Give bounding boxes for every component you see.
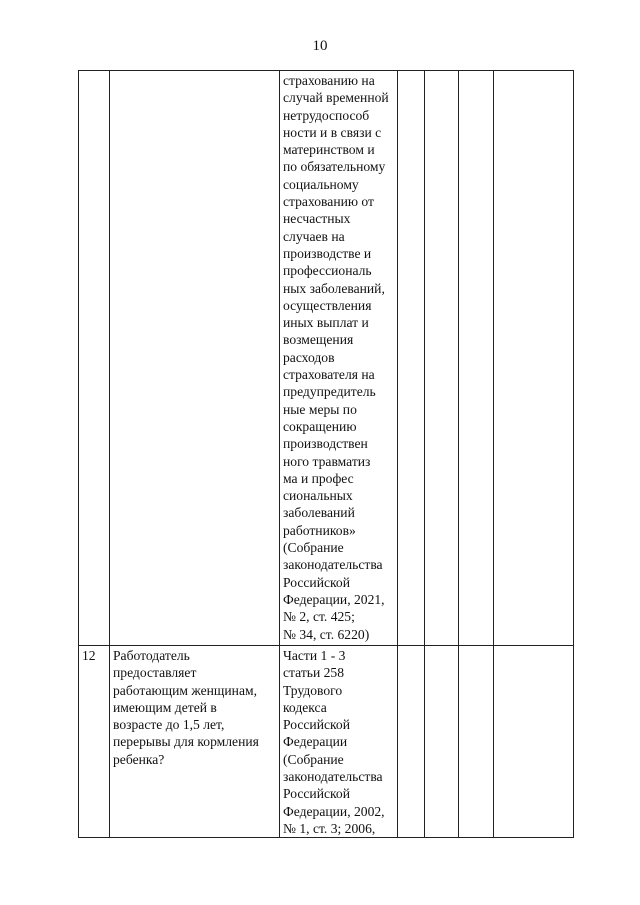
text-line: кодекса	[283, 699, 327, 715]
text-line: ного травматиз	[283, 453, 371, 469]
text-line: Федерации, 2021,	[283, 591, 385, 607]
text-line: (Собрание	[283, 540, 344, 556]
text-line: Работодатель	[113, 648, 190, 663]
text-line: Российской	[283, 574, 350, 590]
table-row-12	[79, 646, 574, 838]
text-line: работающим женщинам,	[113, 682, 257, 698]
page-number: 10	[312, 38, 328, 54]
text-line: имеющим детей в	[113, 699, 217, 715]
text-line: социальному	[283, 176, 359, 192]
text-line: возмещения	[283, 332, 354, 348]
text-line: заболеваний	[283, 505, 355, 521]
text-line: возрасте до 1,5 лет,	[113, 717, 225, 733]
text-line: Части 1 - 3	[283, 648, 346, 663]
checklist-table	[78, 70, 574, 838]
text-line: перерывы для кормления	[113, 734, 259, 750]
cell-answer-yes	[398, 71, 425, 646]
text-line: № 34, ст. 6220)	[283, 626, 370, 642]
cell-question	[110, 646, 280, 838]
text-line: сокращению	[283, 418, 357, 434]
text-line: ных заболеваний,	[283, 280, 385, 296]
text-line: работников»	[283, 522, 356, 538]
text-line: ные меры по	[283, 401, 357, 417]
text-line: материнством и	[283, 142, 375, 158]
cell-question	[110, 71, 280, 646]
cell-number	[79, 71, 110, 646]
cell-note	[494, 71, 574, 646]
table-row-continued	[79, 71, 574, 646]
text-line: по обязательному	[283, 159, 386, 175]
text-line: Трудового	[283, 682, 343, 698]
text-line: производстве и	[283, 245, 372, 261]
text-line: случаев на	[283, 228, 345, 244]
text-line: ребенка?	[113, 751, 165, 767]
cell-number: 12	[79, 646, 110, 838]
text-line: предупредитель	[283, 384, 376, 400]
text-line: статьи 258	[283, 665, 345, 681]
text-line: Российской	[283, 786, 350, 802]
text-line: сиональных	[283, 488, 353, 504]
text-line: страхованию на	[283, 73, 375, 88]
text-line: № 2, ст. 425;	[283, 609, 355, 625]
cell-answer-na	[459, 646, 494, 838]
text-line: осуществления	[283, 297, 372, 313]
cell-legal-basis	[280, 646, 398, 838]
text-line: ности и в связи с	[283, 124, 382, 140]
text-line: случай временной	[283, 90, 389, 106]
text-line: страхованию от	[283, 194, 374, 210]
text-line: иных выплат и	[283, 315, 369, 331]
text-line: законодательства	[283, 769, 383, 785]
text-line: расходов	[283, 349, 335, 365]
text-line: производствен	[283, 436, 368, 452]
text-line: № 1, ст. 3; 2006,	[283, 820, 376, 836]
cell-note	[494, 646, 574, 838]
cell-answer-yes	[398, 646, 425, 838]
text-line: страхователя на	[283, 367, 375, 383]
cell-answer-na	[459, 71, 494, 646]
cell-legal-basis	[280, 71, 398, 646]
text-line: Федерации	[283, 734, 348, 750]
text-line: нетрудоспособ	[283, 107, 370, 123]
cell-answer-no	[425, 71, 459, 646]
text-line: (Собрание	[283, 751, 344, 767]
text-line: профессиональ	[283, 263, 372, 279]
text-line: ма и профес	[283, 470, 354, 486]
cell-answer-no	[425, 646, 459, 838]
text-line: Российской	[283, 717, 350, 733]
text-line: Федерации, 2002,	[283, 803, 385, 819]
text-line: предоставляет	[113, 665, 197, 681]
text-line: законодательства	[283, 557, 383, 573]
text-line: несчастных	[283, 211, 351, 227]
